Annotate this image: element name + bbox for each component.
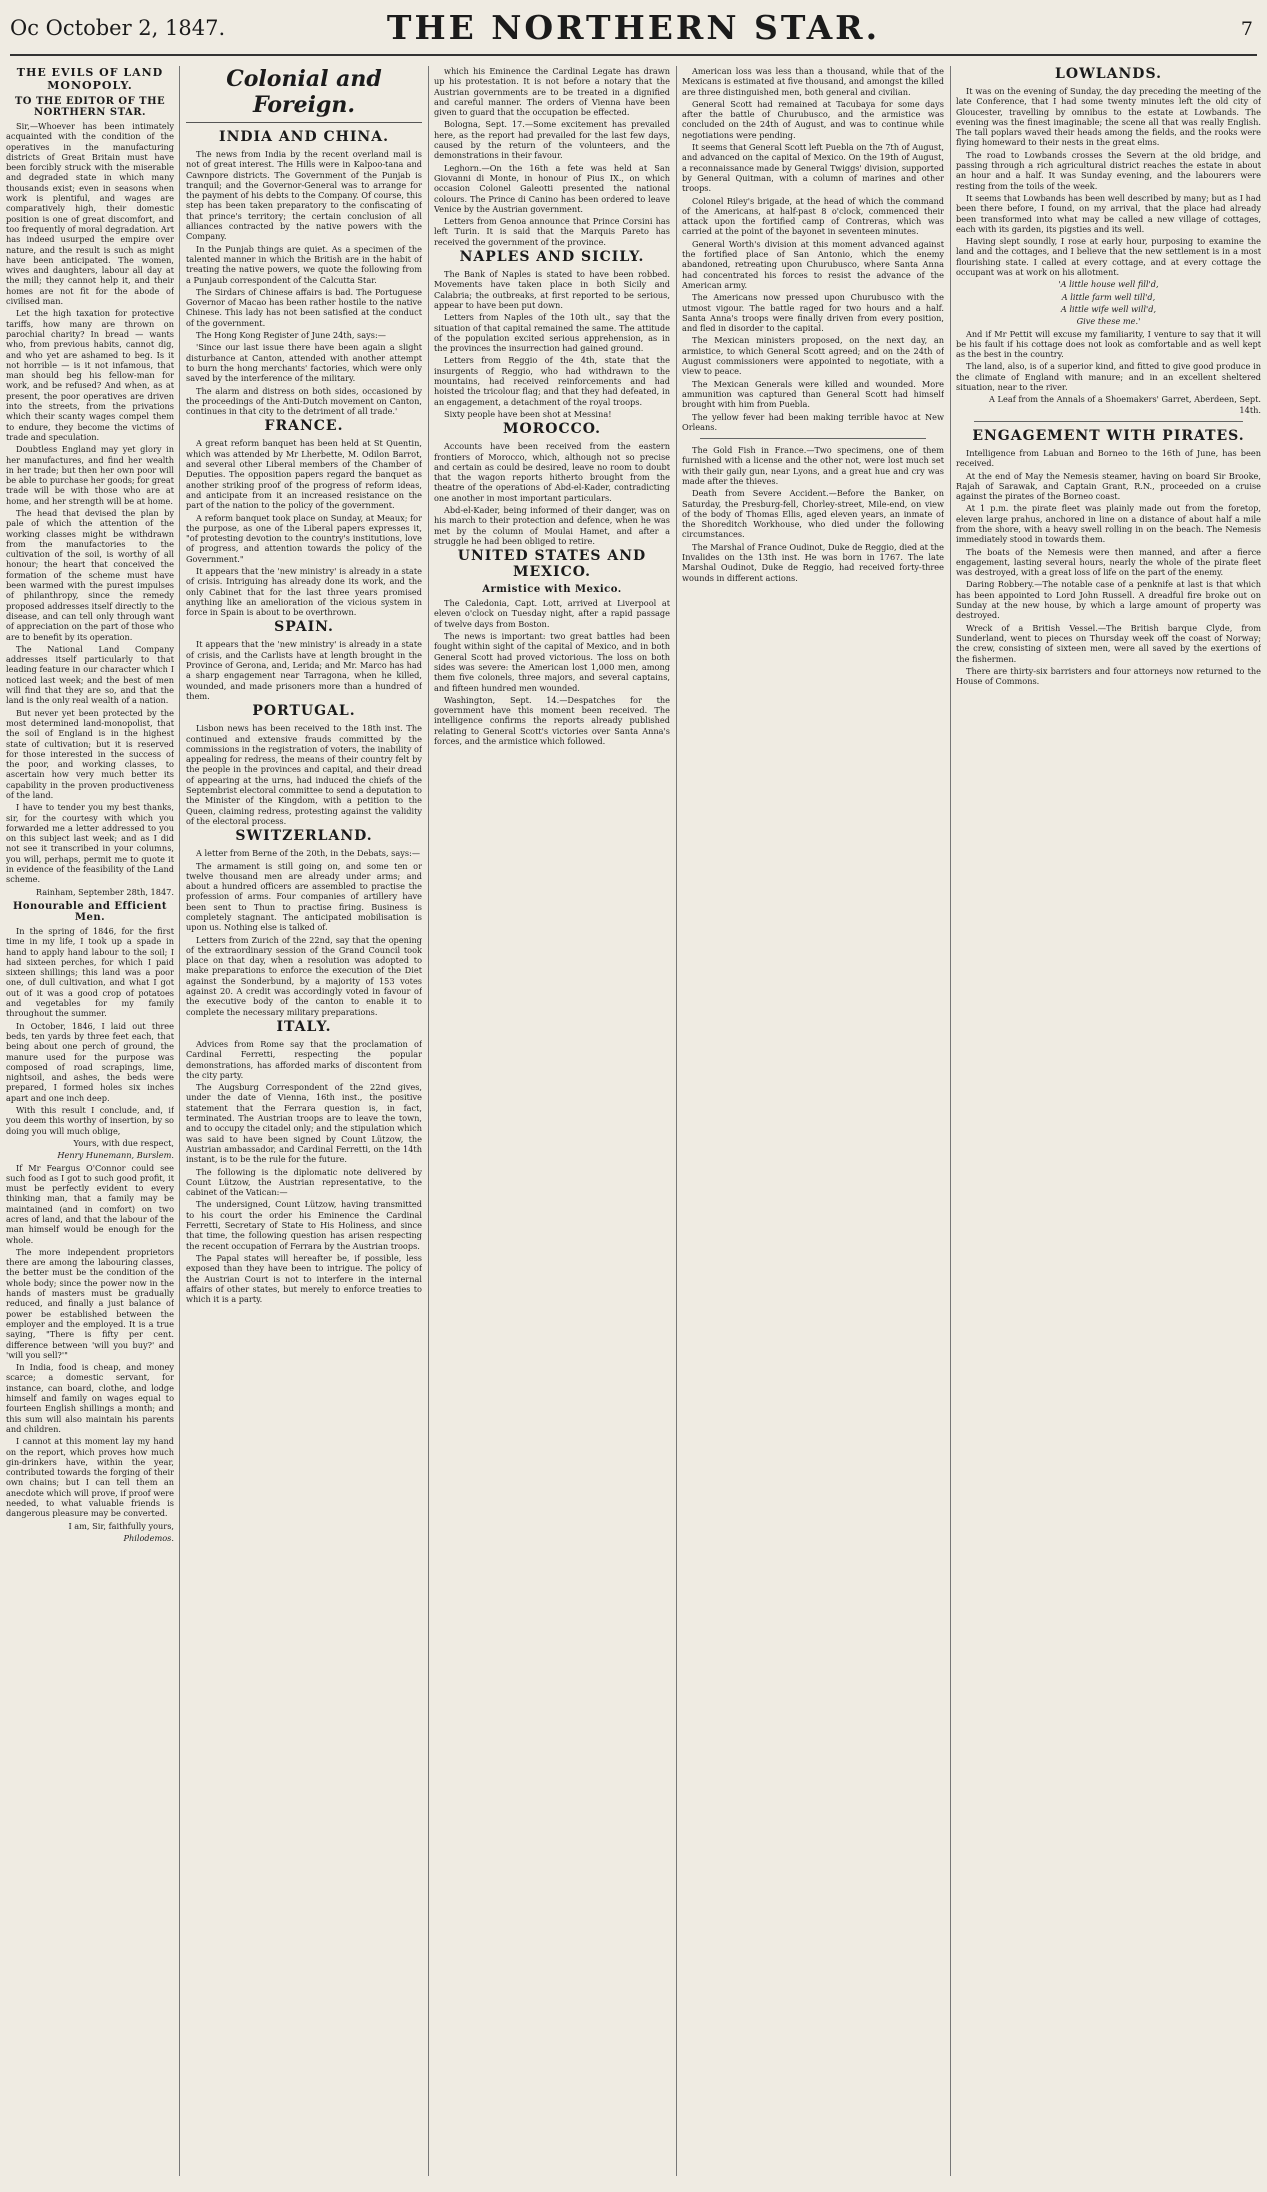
date-line: Rainham, September 28th, 1847. <box>35 886 174 897</box>
paragraph: The land, also, is of a superior kind, and fitted to give good produce in the climate of England with manure; and in an excellent sheltered situation, near to the river. <box>956 361 1261 393</box>
paragraph: The Mexican Generals were killed and wounded. More ammunition was captured than General Scott had himself brought with him from Puebla. <box>682 378 944 410</box>
paragraph: Letters from Zurich of the 22nd, say that the opening of the extraordinary session of the Grand Council took place on that day, when a resolution was adopted to make preparations to enforce the execution of the Diet against the Sonderbund, by a majority of 153 votes against 20. A credit was accordingly voted in favour of the executive body of the canton to enable it to complete the necessary military preparations. <box>186 934 422 1017</box>
paragraph: Bologna, Sept. 17.—Some excitement has prevailed here, as the report had prevailed for the last few days, caused by the return of the volunteers, and the demonstrations in their favour. <box>434 119 670 161</box>
column-1 <box>6 66 174 2176</box>
paragraph: Accounts have been received from the eastern frontiers of Morocco, which, although not so precise and certain as could be desired, leave no room to doubt that the wagon reports hitherto brought from the theatre of the operations of Abd-el-Kader, contradicting one another in most important particulars. <box>434 441 670 503</box>
article-heading: FRANCE. <box>264 418 344 435</box>
paragraph: It was on the evening of Sunday, the day preceding the meeting of the late Conference, that I had some twenty minutes left the old city of Gloucester, travelling by omnibus to the estate at Lowbands. The evening was the finest imaginable; the scene all that was really English. The tall poplars waved their heads among the fields, and the rooks were flying homeward to their nests in the great elms. <box>956 86 1261 148</box>
closing-signature: Philodemos. <box>123 1532 174 1543</box>
paragraph: The National Land Company addresses itself particularly to that leading feature in our character which I noticed last week; and the best of men will find that they are so, and that the land is the only real wealth of a nation. <box>6 643 174 706</box>
section-banner: Colonial and Foreign. <box>186 66 422 123</box>
paragraph: The news is important: two great battles had been fought within sight of the capital of Mexico, and in both General Scott had proved victorious. The loss on both sides was severe: the American lost 1,000 men, among them five colonels, three majors, and several captains, and fifteen hundred men wounded. <box>434 631 670 693</box>
paragraph: If Mr Feargus O'Connor could see such food as I got to such good profit, it must be perfectly evident to every thinking man, that a family may be maintained (and in comfort) on two acres of land, and that the labour of the man himself would be enough for the whole. <box>6 1162 174 1245</box>
paragraph: Death from Severe Accident.—Before the Banker, on Saturday, the Presburg-fell, Chorley-street, Mile-end, on view of the body of Thomas Ellis, aged eleven years, an inmate of the Shoreditch Workhouse, who died under the following circumstances. <box>682 488 944 540</box>
article-heading: PORTUGAL. <box>252 703 356 720</box>
article-heading: MOROCCO. <box>502 421 602 438</box>
paragraph: In India, food is cheap, and money scarce; a domestic servant, for instance, can board, clothe, and lodge himself and family on wages equal to fourteen English shillings a month; and this sum will also maintain his parents and children. <box>6 1362 174 1434</box>
paragraph: Abd-el-Kader, being informed of their danger, was on his march to their protection and defence, when he was met by the column of Moulai Hamet, and after a struggle he had been obliged to retire. <box>434 504 670 546</box>
column-4 <box>682 66 944 2176</box>
paragraph: Sixty people have been shot at Messina! <box>444 408 612 419</box>
poem-line: 'A little house well fill'd, <box>1058 279 1159 290</box>
paragraph: Letters from Naples of the 10th ult., say that the situation of that capital remained the same. The attitude of the population excited serious apprehension, as in the provinces the insurrection had gained ground. <box>434 312 670 354</box>
column-divider <box>950 66 951 2176</box>
paragraph: It appears that the 'new ministry' is already in a state of crisis, and the Carlists have at length brought in the Province of Gerona, and, Lerida; and Mr. Marco has had a sharp engagement near Tarragona, when he killed, wounded, and made prisoners more than a hundred of them. <box>186 639 422 701</box>
poem-line: A little wife well will'd, <box>1060 303 1157 314</box>
masthead <box>0 0 1267 60</box>
paragraph: In the Punjab things are quiet. As a specimen of the talented manner in which the British are in the habit of treating the native powers, we quote the following from a Punjaub correspondent of the Calcutta Star. <box>186 243 422 285</box>
paragraph: Colonel Riley's brigade, at the head of which the command of the Americans, at half-past 8 o'clock, commenced their attack upon the fortified camp of Contreras, which was carried at the point of the bayonet in seventeen minutes. <box>682 195 944 237</box>
paragraph: The following is the diplomatic note delivered by Count Lützow, the Austrian representative, to the cabinet of the Vatican:— <box>186 1166 422 1198</box>
paragraph: It seems that General Scott left Puebla on the 7th of August, and advanced on the capital of Mexico. On the 19th of August, a reconnaissance made by General Twiggs' division, supported by General Quitman, with a column of marines and other troops. <box>682 142 944 194</box>
paragraph: But never yet been protected by the most determined land-monopolist, that the soil of England is in the highest state of cultivation; but it is reserved for those interested in the success of the poor, and working classes, to ascertain how very much better its capability in the proven productiveness of the land. <box>6 707 174 800</box>
paragraph: The boats of the Nemesis were then manned, and after a fierce engagement, lasting several hours, nearly the whole of the pirate fleet was destroyed, with a great loss of life on the part of the enemy. <box>956 546 1261 578</box>
paragraph: The Sirdars of Chinese affairs is bad. The Portuguese Governor of Macao has been rather hostile to the native Chinese. This lady has not been satisfied at the conduct of the government. <box>186 286 422 328</box>
page-number: 7 <box>1240 18 1253 40</box>
paragraph: At the end of May the Nemesis steamer, having on board Sir Brooke, Rajah of Sarawak, and Captain Grant, R.N., proceeded on a cruise against the pirates of the Borneo coast. <box>956 470 1261 502</box>
paragraph: Advices from Rome say that the proclamation of Cardinal Ferretti, respecting the popular demonstrations, has afforded marks of discontent from the city party. <box>186 1038 422 1080</box>
issue-date: Oc October 2, 1847. <box>10 16 226 40</box>
column-2 <box>186 66 422 2176</box>
paragraph: Letters from Reggio of the 4th, state that the insurgents of Reggio, who had withdrawn to the mountains, had received reinforcements and had hoisted the tricolour flag; and that they had defeated, in an engagement, a detachment of the royal troops. <box>434 355 670 407</box>
note: A Leaf from the Annals of a Shoemakers' Garret, Aberdeen, Sept. 14th. <box>989 394 1261 415</box>
paragraph: The Gold Fish in France.—Two specimens, one of them furnished with a license and the other not, were lost much set with their gaily gun, near Lyons, and a great hue and cry was made after the thieves. <box>682 445 944 486</box>
section-heading: Honourable and Efficient Men. <box>12 900 168 923</box>
paragraph: A great reform banquet has been held at St Quentin, which was attended by Mr Lherbette, M. Odilon Barrot, and several other Liberal members of the Chamber of Deputies. The opposition papers regard the banquet as another striking proof of the progress of reform ideas, and anticipate from it an increased resistance on the part of the nation to the policy of the government. <box>186 438 422 511</box>
paragraph: The undersigned, Count Lützow, having transmitted to his court the order his Eminence the Cardinal Ferretti, Secretary of State to His Holiness, and since that time, the following question has arisen respecting the recent occupation of Ferrara by the Austrian troops. <box>186 1199 422 1251</box>
paragraph: It seems that Lowbands has been well described by many; but as I had been there before, I found, on my arrival, that the place had already been transformed into what may be called a new village of cottages, each with its garden, its pigsties and its well. <box>956 192 1261 234</box>
paragraph: The armament is still going on, and some ten or twelve thousand men are already under arms; and about a hundred officers are assembled to practise the profession of arms. Four companies of artillery have been sent to Thun to practise firing. Business is completely stagnant. The anticipated mobilisation is upon us. Nothing else is talked of. <box>186 860 422 933</box>
article-rule <box>700 438 926 439</box>
article-heading: THE EVILS OF LAND MONOPOLY. <box>16 66 164 92</box>
signoff: Yours, with due respect, <box>73 1137 174 1148</box>
article-subheading: Armistice with Mexico. <box>482 584 622 596</box>
paragraph: Intelligence from Labuan and Borneo to the 16th of June, has been received. <box>956 447 1261 469</box>
paragraph: The more independent proprietors there are among the labouring classes, the better must be the condition of the whole body; since the power now in the hands of masters must be gradually reduced, and finally a just balance of power be established between the employer and the employed. It is a true saying, "There is fifty per cent. difference between 'will you buy?' and 'will you sell?'" <box>6 1246 174 1360</box>
paragraph: Sir,—Whoever has been intimately acquainted with the condition of the operatives in the manufacturing districts of Great Britain must have been forcibly struck with the miserable and degraded state in which many thousands exist; even in seasons when work is plentiful, and wages are comparatively high, their domestic position is one of great discomfort, and too frequently of moral degradation. Art has indeed usurped the empire over nature, and the result is such as might have been anticipated. The women, wives and daughters, labour all day at the mill; they cannot help it, and their homes are not fit for the abode of civilised man. <box>6 121 174 307</box>
article-rule <box>974 421 1243 422</box>
paragraph: 'Since our last issue there have been again a slight disturbance at Canton, attended with another attempt to burn the hong merchants' factories, which were only saved by the interference of the military. <box>186 342 422 384</box>
article-heading: LOWLANDS. <box>1055 66 1162 82</box>
column-3 <box>434 66 670 2176</box>
paragraph: The news from India by the recent overland mail is not of great interest. The Hills were in Kalpoo-tana and Cawnpore districts. The Government of the Punjab is tranquil; and the Governor-General was to arrange for the payment of his debts to the Company. Of course, this step has been taken preparatory to the confiscating of that prince's territory; the certain conclusion of all alliances contracted by the native powers with the Company. <box>186 149 422 242</box>
paragraph: The Americans now pressed upon Churubusco with the utmost vigour. The battle raged for two hours and a half. Santa Anna's troops were finally driven from every position, and fled in disorder to the capital. <box>682 292 944 334</box>
paragraph: The Papal states will hereafter be, if possible, less exposed than they have been to intrigue. The policy of the Austrian Court is not to interfere in the internal affairs of other states, but merely to enforce treaties to which it is a party. <box>186 1252 422 1305</box>
column-divider <box>428 66 429 2176</box>
paragraph: With this result I conclude, and, if you deem this worthy of insertion, by so doing you will much oblige, <box>6 1105 174 1136</box>
paragraph: Washington, Sept. 14.—Despatches for the government have this moment been received. The intelligence confirms the reports already published relating to General Scott's victories over Santa Anna's forces, and the armistice which followed. <box>434 694 670 747</box>
paragraph: The Hong Kong Register of June 24th, says:— <box>196 330 386 341</box>
paragraph: I cannot at this moment lay my hand on the report, which proves how much gin-drinkers have, within the year, contributed towards the forging of their own chains; but I can tell them an anecdote which will prove, if proof were needed, to what valuable friends is dangerous pleasure may be converted. <box>6 1436 174 1519</box>
column-5 <box>956 66 1261 2176</box>
paragraph: And if Mr Pettit will excuse my familiarity, I venture to say that it will be his fault if his cottage does not look as comfortable and as well kept as the best in the country. <box>956 328 1261 360</box>
paragraph: I have to tender you my best thanks, sir, for the courtesy with which you forwarded me a letter addressed to you on this subject last week; and as I did not see it transcribed in your columns, you will, perhaps, permit me to quote it in evidence of the feasibility of the Land scheme. <box>6 802 174 885</box>
article-heading: ENGAGEMENT WITH PIRATES. <box>972 427 1245 444</box>
paragraph: General Worth's division at this moment advanced against the fortified place of San Antonio, which the enemy abandoned, retreating upon Churubusco, where Santa Anna had concentrated his forces to resist the advance of the American army. <box>682 238 944 290</box>
paragraph: A reform banquet took place on Sunday, at Meaux; for the purpose, as one of the Liberal papers expresses it, "of protesting devotion to the country's institutions, love of progress, and attention towards the policy of the Government." <box>186 512 422 564</box>
paragraph: In October, 1846, I laid out three beds, ten yards by three feet each, that being about one perch of ground, the manure used for the purpose was composed of road scrapings, lime, nightsoil, and ashes, the beds were prepared, I formed holes six inches apart and one inch deep. <box>6 1020 174 1103</box>
article-heading: ITALY. <box>276 1018 332 1035</box>
article-heading: SPAIN. <box>274 619 334 636</box>
paragraph: The head that devised the plan by pale of which the attention of the working classes might be withdrawn from the manufactories to the cultivation of the soil, is worthy of all honour; the heart that conceived the formation of the scheme must have been warmed with the purest impulses of philanthropy, since the remedy proposed addresses itself directly to the disease, and can tell only through want of appreciation on the part of those who are to benefit by its operation. <box>6 507 174 642</box>
paragraph: The Caledonia, Capt. Lott, arrived at Liverpool at eleven o'clock on Tuesday night, after a rapid passage of twelve days from Boston. <box>434 598 670 629</box>
paragraph: Wreck of a British Vessel.—The British barque Clyde, from Sunderland, went to pieces on Thursday week off the coast of Norway; the crew, consisting of sixteen men, were all saved by the exertions of the fishermen. <box>956 622 1261 664</box>
article-heading: NAPLES AND SICILY. <box>459 249 645 266</box>
article-heading: SWITZERLAND. <box>235 828 373 845</box>
paragraph: Letters from Genoa announce that Prince Corsini has left Turin. It is said that the Marquis Pareto has received the government of the province. <box>434 216 670 247</box>
paragraph: General Scott had remained at Tacubaya for some days after the battle of Churubusco, and the armistice was concluded on the 24th of August, and was to continue while negotiations were pending. <box>682 98 944 140</box>
paragraph: The alarm and distress on both sides, occasioned by the proceedings of the Anti-Dutch movement on Canton, continues in that city to the detriment of all trade.' <box>186 385 422 417</box>
paragraph: The yellow fever had been making terrible havoc at New Orleans. <box>682 411 944 432</box>
paragraph: The Mexican ministers proposed, on the next day, an armistice, to which General Scott agreed; and on the 24th of August commissioners were appointed to negotiate, with a view to peace. <box>682 335 944 377</box>
article-heading: UNITED STATES AND MEXICO. <box>457 548 647 581</box>
paragraph: It appears that the 'new ministry' is already in a state of crisis. Intriguing has already done its work, and the only Cabinet that for the last three years promised anything like an amelioration of the vicious system in force in Spain is about to be overthrown. <box>186 565 422 618</box>
paragraph: Leghorn.—On the 16th a fete was held at San Giovanni di Monte, in honour of Pius IX., on which occasion Colonel Galeotti presented the national colours. The Prince di Canino has been ordered to leave Venice by the Austrian government. <box>434 162 670 214</box>
paragraph: Doubtless England may yet glory in her manufactures, and find her wealth in her trade; but then her own poor will be able to purchase her goods; for great trade will be with those who are at home, and her strength will be at home. <box>6 444 174 506</box>
paragraph: American loss was less than a thousand, while that of the Mexicans is estimated at five thousand, and amongst the killed are three distinguished men, both general and civilian. <box>682 66 944 97</box>
paragraph: The Bank of Naples is stated to have been robbed. Movements have taken place in both Sicily and Calabria; the outbreaks, at first reported to be serious, appear to have been put down. <box>434 269 670 310</box>
paragraph: Daring Robbery.—The notable case of a penknife at last is that which has been appointed to Lord John Russell. A dreadful fire broke out on Sunday at the new house, by which a large amount of property was destroyed. <box>956 579 1261 621</box>
paragraph: The Marshal of France Oudinot, Duke de Reggio, died at the Invalides on the 13th inst. He was born in 1767. The late Marshal Oudinot, Duke de Reggio, had received forty-three wounds in different actions. <box>682 541 944 583</box>
paragraph: A letter from Berne of the 20th, in the Debats, says:— <box>196 848 421 859</box>
column-divider <box>676 66 677 2176</box>
article-heading: INDIA AND CHINA. <box>219 129 389 145</box>
signature: Henry Hunemann, Burslem. <box>57 1150 174 1161</box>
paragraph: Having slept soundly, I rose at early hour, purposing to examine the land and the cottages, and I believe that the new settlement is in a most flourishing state. I called at every cottage, and at every cottage the occupant was at work on his allotment. <box>956 236 1261 278</box>
paragraph: which his Eminence the Cardinal Legate has drawn up his protestation. It is not before a notary that the Austrian governments are to be treated in a dignified and careful manner. The orders of Vienna have been given to guard that the occupation be effected. <box>434 66 670 118</box>
paragraph: In the spring of 1846, for the first time in my life, I took up a spade in hand to apply hand labour to the soil; I had sixteen perches, for which I paid sixteen shillings; this land was a poor one, of dull cultivation, and what I got out of it was a good crop of potatoes and vegetables for my family throughout the summer. <box>6 925 174 1019</box>
paragraph: The Augsburg Correspondent of the 22nd gives, under the date of Vienna, 16th inst., the positive statement that the Ferrara question is, in fact, terminated. The Austrian troops are to leave the town, and to occupy the citadel only; and the stipulation which was said to have been signed by Count Lützow, the Austrian ambassador, and Cardinal Ferretti, on the 14th instant, is to be the rule for the future. <box>186 1082 422 1165</box>
paragraph: Let the high taxation for protective tariffs, how many are thrown on parochial charity? In bread — wants who, from previous habits, cannot dig, and who yet are ashamed to beg. Is it not horrible — is it not infamous, that man should beg his fellow-man for work, and be refused? And when, as at present, the poor operatives are driven into the streets, from the privations which their scanty wages compel them to endure, they become the victims of trade and speculation. <box>6 308 174 442</box>
column-divider <box>179 66 180 2176</box>
newspaper-title: THE NORTHERN STAR. <box>386 8 881 47</box>
paragraph: The road to Lowbands crosses the Severn at the old bridge, and passing through a rich agricultural district reaches the estate in about an hour and a half. It was Sunday evening, and the labourers were resting from the toils of the week. <box>956 149 1261 191</box>
poem-line: Give these me.' <box>1076 316 1141 327</box>
paragraph: At 1 p.m. the pirate fleet was plainly made out from the foretop, eleven large prahus, anchored in line on a distance of about half a mile from the shore, with a heavy swell rolling in on the beach. The Nemesis immediately stood in towards them. <box>956 503 1261 545</box>
article-subheading: TO THE EDITOR OF THE NORTHERN STAR. <box>14 96 166 118</box>
paragraph: Lisbon news has been received to the 18th inst. The continued and extensive frauds committed by the commissions in the registration of voters, the inability of appealing for redress, the means of their country felt by the people in the provinces and capital, and their dread of appearing at the urns, had induced the chiefs of the Septembrist electoral committee to send a deputation to the Minister of the Kingdom, with a petition to the Queen, claiming redress, protesting against the validity of the electoral process. <box>186 723 422 826</box>
paragraph: There are thirty-six barristers and four attorneys now returned to the House of Commons. <box>956 665 1261 687</box>
closing: I am, Sir, faithfully yours, <box>68 1520 174 1531</box>
poem-line: A little farm well till'd, <box>1061 291 1156 302</box>
masthead-rule <box>10 54 1257 56</box>
